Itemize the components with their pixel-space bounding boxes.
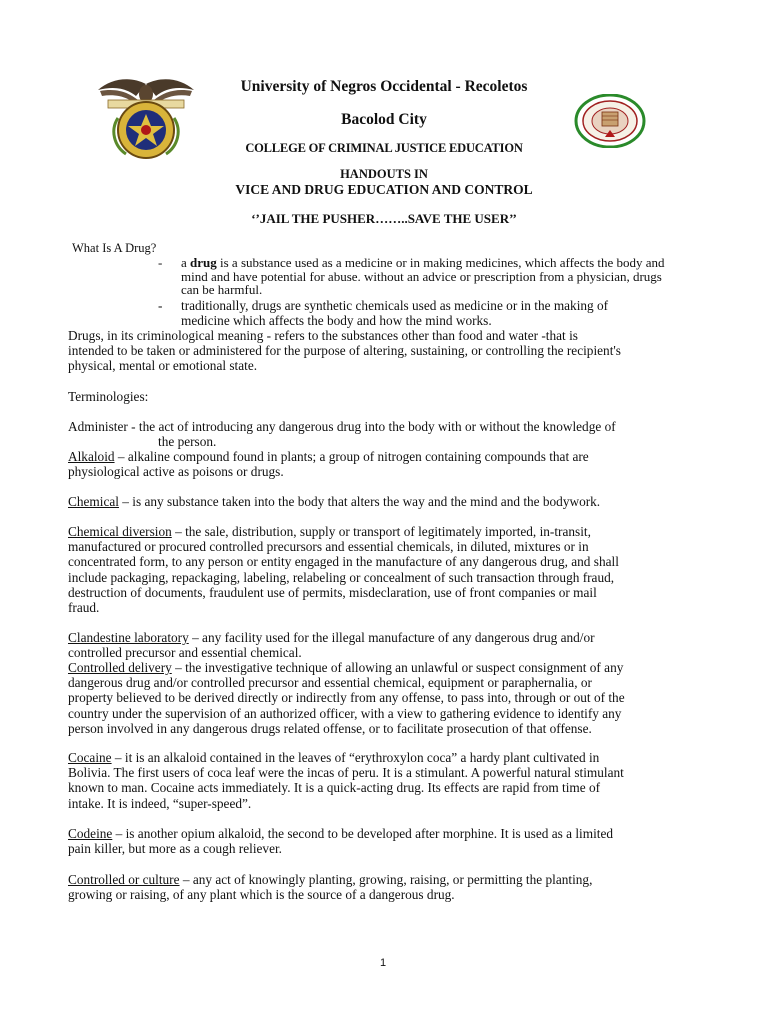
drug-definition-bullet — [181, 256, 741, 297]
section-heading-what-is-drug: What Is A Drug? — [72, 241, 157, 255]
paragraph-line: manufactured or procured controlled precursors and essential chemicals, in diluted, mixtures or in — [68, 539, 589, 555]
term-label: Controlled or culture — [68, 872, 180, 887]
bullet-text: mind and have potential for abuse. without an advice or prescription from a physician, drugs — [181, 268, 662, 284]
paragraph-line: Bolivia. The first users of coca leaf were the incas of peru. It is a stimulant. A powerful natural stimulant — [68, 765, 624, 781]
subject-title: VICE AND DRUG EDUCATION AND CONTROL — [235, 182, 533, 197]
paragraph-line: intended to be taken or administered for the purpose of altering, sustaining, or controlling the recipient's — [68, 343, 621, 359]
bullet-text: can be harmful. — [181, 282, 263, 297]
college-title: COLLEGE OF CRIMINAL JUSTICE EDUCATION — [245, 141, 523, 155]
handouts-label: HANDOUTS IN — [340, 167, 428, 181]
term-label: Alkaloid — [68, 449, 115, 464]
paragraph-line: destruction of documents, fraudulent use of permits, misdeclaration, use of front companies or mail — [68, 584, 597, 600]
paragraph-line: Drugs, in its criminological meaning - refers to the substances other than food and water -that is — [68, 328, 578, 343]
paragraph-line: pain killer, but more as a cough reliever. — [68, 841, 282, 857]
paragraph-line: person involved in any dangerous drugs related offense, or to facilitate prosecution of that offense. — [68, 720, 592, 736]
bullet-text: traditionally, drugs are synthetic chemicals used as medicine or in the making of — [181, 298, 609, 313]
bullet-dash: - — [158, 298, 163, 313]
term-label: Codeine — [68, 826, 113, 841]
term-administer — [68, 419, 748, 449]
term-label: Clandestine laboratory — [68, 630, 189, 645]
term-label: Cocaine — [68, 750, 112, 765]
term-label: Chemical — [68, 494, 119, 509]
bullet-text: is a substance used as a medicine or in making medicines, which affects the body and — [216, 255, 665, 270]
drug-term: drug — [190, 255, 217, 270]
term-label: Chemical diversion — [68, 524, 172, 539]
bullet-dash: - — [158, 255, 163, 270]
paragraph-line: – is another opium alkaloid, the second to be developed after morphine. It is used as a limited — [112, 826, 614, 841]
terminologies-heading: Terminologies: — [68, 389, 149, 404]
city-title: Bacolod City — [341, 111, 427, 128]
term-controlled-or-culture — [68, 872, 758, 902]
term-clandestine-laboratory — [68, 630, 748, 660]
paragraph-line: – the investigative technique of allowing an unlawful or suspect consignment of any — [171, 660, 624, 675]
paragraph-line: – the sale, distribution, supply or transport of legitimately imported, in-transit, — [171, 524, 591, 539]
paragraph-line: physiological active as poisons or drugs. — [68, 464, 284, 480]
page-number: 1 — [380, 957, 387, 969]
paragraph-line: controlled precursor and essential chemical. — [68, 645, 302, 661]
paragraph-line: growing or raising, of any plant which is the source of a dangerous drug. — [68, 887, 455, 903]
paragraph-line: – is any substance taken into the body that alters the way and the mind and the bodywork. — [118, 494, 601, 509]
term-alkaloid — [68, 449, 748, 479]
traditional-drug-bullet — [181, 298, 741, 328]
paragraph-line: physical, mental or emotional state. — [68, 358, 258, 374]
paragraph-line: dangerous drug and/or controlled precursor and essential chemical, equipment or paraphernalia, or — [68, 675, 592, 691]
paragraph-line: – it is an alkaloid contained in the leaves of “erythroxylon coca” a hardy plant cultivated in — [111, 750, 600, 765]
paragraph-line: property believed to be derived directly or indirectly from any offense, to pass into, through or out of the — [68, 690, 625, 706]
university-title: University of Negros Occidental - Recoletos — [240, 78, 528, 95]
paragraph-line: – alkaline compound found in plants; a group of nitrogen containing compounds that are — [114, 449, 589, 464]
term-controlled-delivery — [68, 660, 758, 736]
paragraph-line: the person. — [158, 434, 217, 450]
term-chemical-diversion — [68, 524, 748, 615]
paragraph-line: country under the supervision of an authorized officer, with a view to gathering evidence to identify any — [68, 705, 622, 721]
paragraph-line: – any act of knowingly planting, growing, raising, or permitting the planting, — [179, 872, 593, 887]
criminological-definition — [68, 328, 748, 374]
paragraph-line: concentrated form, to any person or entity engaged in the manufacture of any dangerous drug, and shall — [68, 554, 619, 570]
paragraph-line: intake. It is indeed, “super-speed”. — [68, 795, 252, 811]
bullet-text: medicine which affects the body and how the mind works. — [181, 313, 492, 329]
slogan: ‘’JAIL THE PUSHER……..SAVE THE USER’’ — [251, 211, 517, 226]
paragraph-line: Administer - the act of introducing any dangerous drug into the body with or without the knowledge of — [68, 419, 616, 434]
term-cocaine — [68, 750, 758, 811]
paragraph-line: include packaging, repackaging, labeling, relabeling or concealment of such transaction through fraud, — [68, 569, 615, 585]
term-codeine — [68, 826, 758, 856]
paragraph-line: – any facility used for the illegal manufacture of any dangerous drug and/or — [188, 630, 595, 645]
paragraph-line: fraud. — [68, 600, 100, 616]
term-chemical — [68, 494, 748, 509]
term-label: Controlled delivery — [68, 660, 172, 675]
bullet-text: a — [181, 255, 191, 270]
paragraph-line: known to man. Cocaine acts immediately. It is a quick-acting drug. Its effects are rapid from time of — [68, 780, 601, 796]
